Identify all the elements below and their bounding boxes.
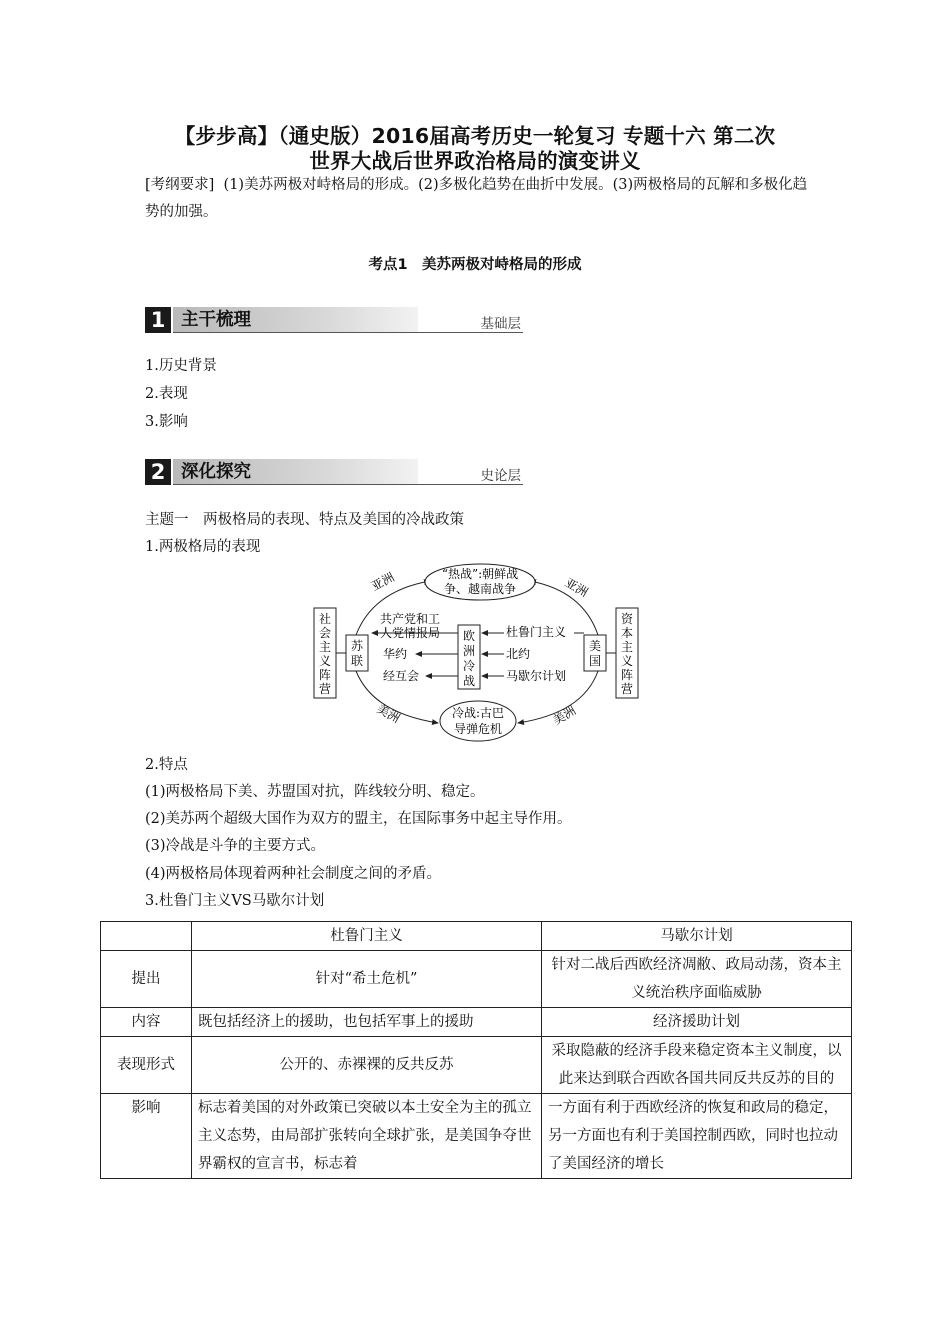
cominform-line1: 共产党和工 [380,612,441,626]
capitalist-char: 资 [620,612,634,626]
row-label: 影响 [101,1094,192,1179]
row-label: 内容 [101,1008,192,1037]
table-row [101,1094,852,1179]
socialist-char: 义 [318,654,332,668]
feature-item: (1)两极格局下美、苏盟国对抗，阵线较分明、稳定。 [145,784,485,800]
feature-item: (3)冷战是斗争的主要方式。 [145,838,326,854]
requirements-label: [考纲要求] [145,177,215,193]
cold-war-char: 冷 [462,659,476,673]
arc-label-america-right: 美洲 [550,703,579,728]
marshall-cell: 采取隐蔽的经济手段来稳定资本主义制度，以此来达到联合西欧各国共同反共反苏的目的 [542,1037,852,1094]
cuba-line2: 导弹危机 [453,722,503,736]
arc-label-america-left: 美洲 [374,701,403,726]
warsaw-pact-label: 华约 [383,647,408,661]
usa-char: 美 [588,639,602,653]
comparison-table [100,921,852,1179]
comecon-label: 经互会 [383,669,420,683]
cuba-line1: 冷战:古巴 [451,706,505,720]
header-cell [101,922,192,951]
header-cell: 马歇尔计划 [542,922,852,951]
section-number: 1 [145,307,171,333]
marshall-cell: 经济援助计划 [542,1008,852,1037]
truman-cell: 公开的、赤裸裸的反共反苏 [192,1037,542,1094]
cold-war-char: 战 [462,674,476,688]
section-level: 基础层 [480,316,521,332]
cold-war-char: 洲 [462,644,476,658]
table-row [101,951,852,1008]
socialist-char: 阵 [318,668,332,682]
exam-requirements [145,172,810,226]
truman-cell: 针对“希土危机” [192,951,542,1008]
marshall-cell: 一方面有利于西欧经济的恢复和政局的稳定，另一方面也有利于美国控制西欧，同时也拉动了美国经济的增长 [542,1094,852,1179]
section-band-2 [145,459,523,485]
list-item: 2.表现 [145,386,188,402]
truman-cell: 标志着美国的对外政策已突破以本土安全为主的孤立主义态势，由局部扩张转向全球扩张，是美国争夺世界霸权的宣言书，标志着 [192,1094,542,1179]
section-band-1 [145,307,523,333]
table-row [101,1008,852,1037]
section-underline [173,484,523,485]
row-label: 提出 [101,951,192,1008]
title-line-1: 【步步高】（通史版）2016届高考历史一轮复习 专题十六 第二次 [174,124,776,148]
truman-cell: 既包括经济上的援助，也包括军事上的援助 [192,1008,542,1037]
cold-war-char: 欧 [462,629,476,643]
marshall-plan-label: 马歇尔计划 [506,669,567,683]
topic-heading: 主题一 两极格局的表现、特点及美国的冷战政策 [145,512,464,528]
header-cell: 杜鲁门主义 [192,922,542,951]
subheading: 3.杜鲁门主义VS马歇尔计划 [145,893,325,909]
ussr-char: 苏 [350,639,364,653]
document-title [100,124,850,174]
truman-doctrine-label: 杜鲁门主义 [506,625,567,639]
usa-char: 国 [588,654,602,668]
table-header-row [101,922,852,951]
arc-label-asia-right: 亚洲 [562,575,591,600]
section-label: 深化探究 [181,462,251,482]
capitalist-char: 本 [620,626,634,640]
title-line-2: 世界大战后世界政治格局的演变讲义 [309,149,641,173]
socialist-char: 主 [318,640,332,654]
list-item: 1.历史背景 [145,358,217,374]
socialist-char: 社 [318,612,332,626]
nato-label: 北约 [506,647,531,661]
feature-item: (2)美苏两个超级大国作为双方的盟主，在国际事务中起主导作用。 [145,811,572,827]
subheading: 2.特点 [145,757,188,773]
arc-label-asia-left: 亚洲 [368,570,397,594]
capitalist-char: 主 [620,640,634,654]
capitalist-char: 营 [620,682,634,696]
section-underline [173,332,523,333]
requirements-text: (1)美苏两极对峙格局的形成。(2)多极化趋势在曲折中发展。(3)两极格局的瓦解和多极化趋势的加强。 [145,177,808,220]
row-label: 表现形式 [101,1037,192,1094]
socialist-char: 营 [318,682,332,696]
subheading: 1.两极格局的表现 [145,539,261,555]
capitalist-char: 义 [620,654,634,668]
section-number: 2 [145,459,171,485]
table-row [101,1037,852,1094]
hot-war-line2: 争、越南战争 [443,582,517,596]
socialist-char: 会 [318,626,332,640]
hot-war-line1: “热战”:朝鲜战 [441,567,519,581]
ussr-char: 联 [350,654,364,668]
section-level: 史论层 [480,468,521,484]
capitalist-char: 阵 [620,668,634,682]
list-item: 3.影响 [145,414,188,430]
section-label: 主干梳理 [181,310,251,330]
marshall-cell: 针对二战后西欧经济凋敝、政局动荡，资本主义统治秩序面临威胁 [542,951,852,1008]
feature-item: (4)两极格局体现着两种社会制度之间的矛盾。 [145,866,442,882]
kaodian-heading: 考点1 美苏两极对峙格局的形成 [368,257,582,273]
cominform-line2: 人党情报局 [380,626,441,640]
bipolar-diagram [308,563,648,748]
